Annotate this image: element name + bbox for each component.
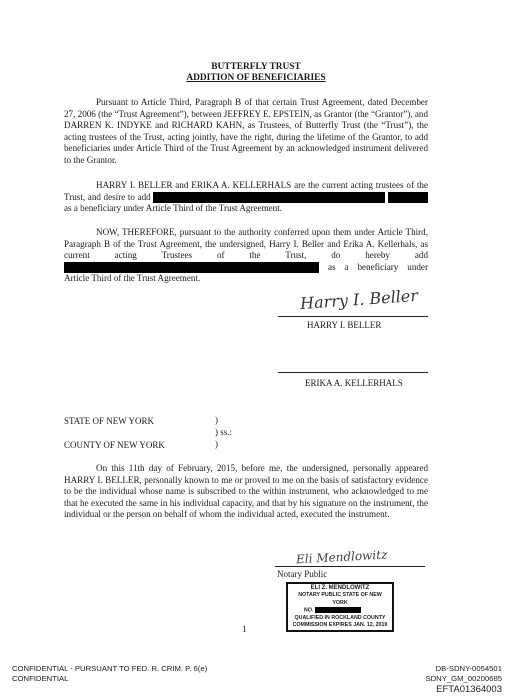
notary-stamp: [286, 582, 394, 632]
venue-state: STATE OF NEW YORK: [64, 416, 155, 426]
stamp-number: NO.: [290, 607, 390, 615]
redaction-block: [388, 192, 428, 203]
recital-paragraph: Pursuant to Article Third, Paragraph B of that certain Trust Agreement, dated December 27, 2006 (the “Trust Agreement”), between JEFFREY E. EPSTEIN, as Grantor (the “Grantor”), and DARREN K. INDYKE and RICHARD KAHN, as Trustees, of Butterfly Trust (the “Trust”), the acting trustees of the Trust, acting jointly, have the right, during the lifetime of the Grantor, to add beneficiaries under Article Third of the Trust Agreement by an acknowledged instrument delivered to the Grantor.: [64, 97, 429, 165]
acknowledgment-paragraph: On this 11th day of February, 2015, before me, the undersigned, personally appeared HARRY I. BELLER, personally known to me or proved to me on the basis of satisfactory evidence to be the individual whose name is subscribed to the within instrument, who acknowledged to me that he executed the same in his individual capacity, and that by his signature on the instrument, the individual or the person on behalf of whom the individual acted, executed the instrument.: [64, 463, 428, 520]
beller-signature: Harry I. Beller: [299, 285, 419, 314]
venue-paren: ): [215, 439, 218, 449]
stamp-line: NOTARY PUBLIC STATE OF NEW YORK: [298, 592, 382, 606]
notary-signature: Eli Mendlowitz: [295, 547, 388, 567]
page-number: 1: [242, 624, 247, 634]
stamp-name: ELI Z. MENDLOWITZ: [310, 585, 370, 591]
resolution-tail: as a beneficiary under Article Third of the Trust Agreement.: [64, 261, 428, 284]
resolution-text: NOW, THEREFORE, pursuant to the authority conferred upon them under Article Third, Paragraph B of the Trust Agreement, the undersigned, Harry I. Beller and Erika A. Kellerhals, as current acting Trustees of the Trust, do hereby add: [64, 227, 428, 261]
footer-bates-efta: EFTA01364003: [436, 684, 502, 695]
redaction-block: [64, 262, 319, 273]
document-subtitle: ADDITION OF BENEFICIARIES: [186, 73, 326, 83]
redaction-block: [153, 192, 385, 203]
footer-bates-db: DB-SDNY-0054501: [435, 664, 502, 673]
footer-confidential-rule: CONFIDENTIAL - PURSUANT TO FED. R. CRIM. P. 6(e): [12, 664, 208, 673]
venue-county: COUNTY OF NEW YORK: [64, 440, 165, 450]
stamp-line: QUALIFIED IN ROCKLAND COUNTY: [294, 614, 386, 621]
resolution-paragraph: [64, 227, 428, 285]
venue-paren: ): [215, 415, 218, 425]
trustees-text: HARRY I. BELLER and ERIKA A. KELLERHALS are the current acting trustees of the Trust, and desire to add: [64, 180, 428, 202]
document-title: BUTTERFLY TRUST: [211, 62, 301, 72]
signature-line: [278, 372, 428, 373]
stamp-line: COMMISSION EXPIRES JAN. 12, 2019: [292, 621, 388, 628]
signature-line: [278, 316, 428, 317]
trustees-paragraph: [64, 180, 428, 215]
redaction-block: [315, 607, 361, 613]
notary-label: Notary Public: [277, 569, 328, 579]
signer-name-kellerhals: ERIKA A. KELLERHALS: [305, 378, 403, 388]
footer-bates-sdny: SDNY_GM_00200685: [425, 674, 502, 683]
beneficiary-text: as a beneficiary under Article Third of the Trust Agreement.: [64, 203, 283, 214]
footer-confidential: CONFIDENTIAL: [12, 674, 69, 683]
signature-line: [275, 566, 425, 567]
signer-name-beller: HARRY I. BELLER: [307, 320, 382, 330]
venue-ss: ) ss.:: [215, 427, 233, 437]
